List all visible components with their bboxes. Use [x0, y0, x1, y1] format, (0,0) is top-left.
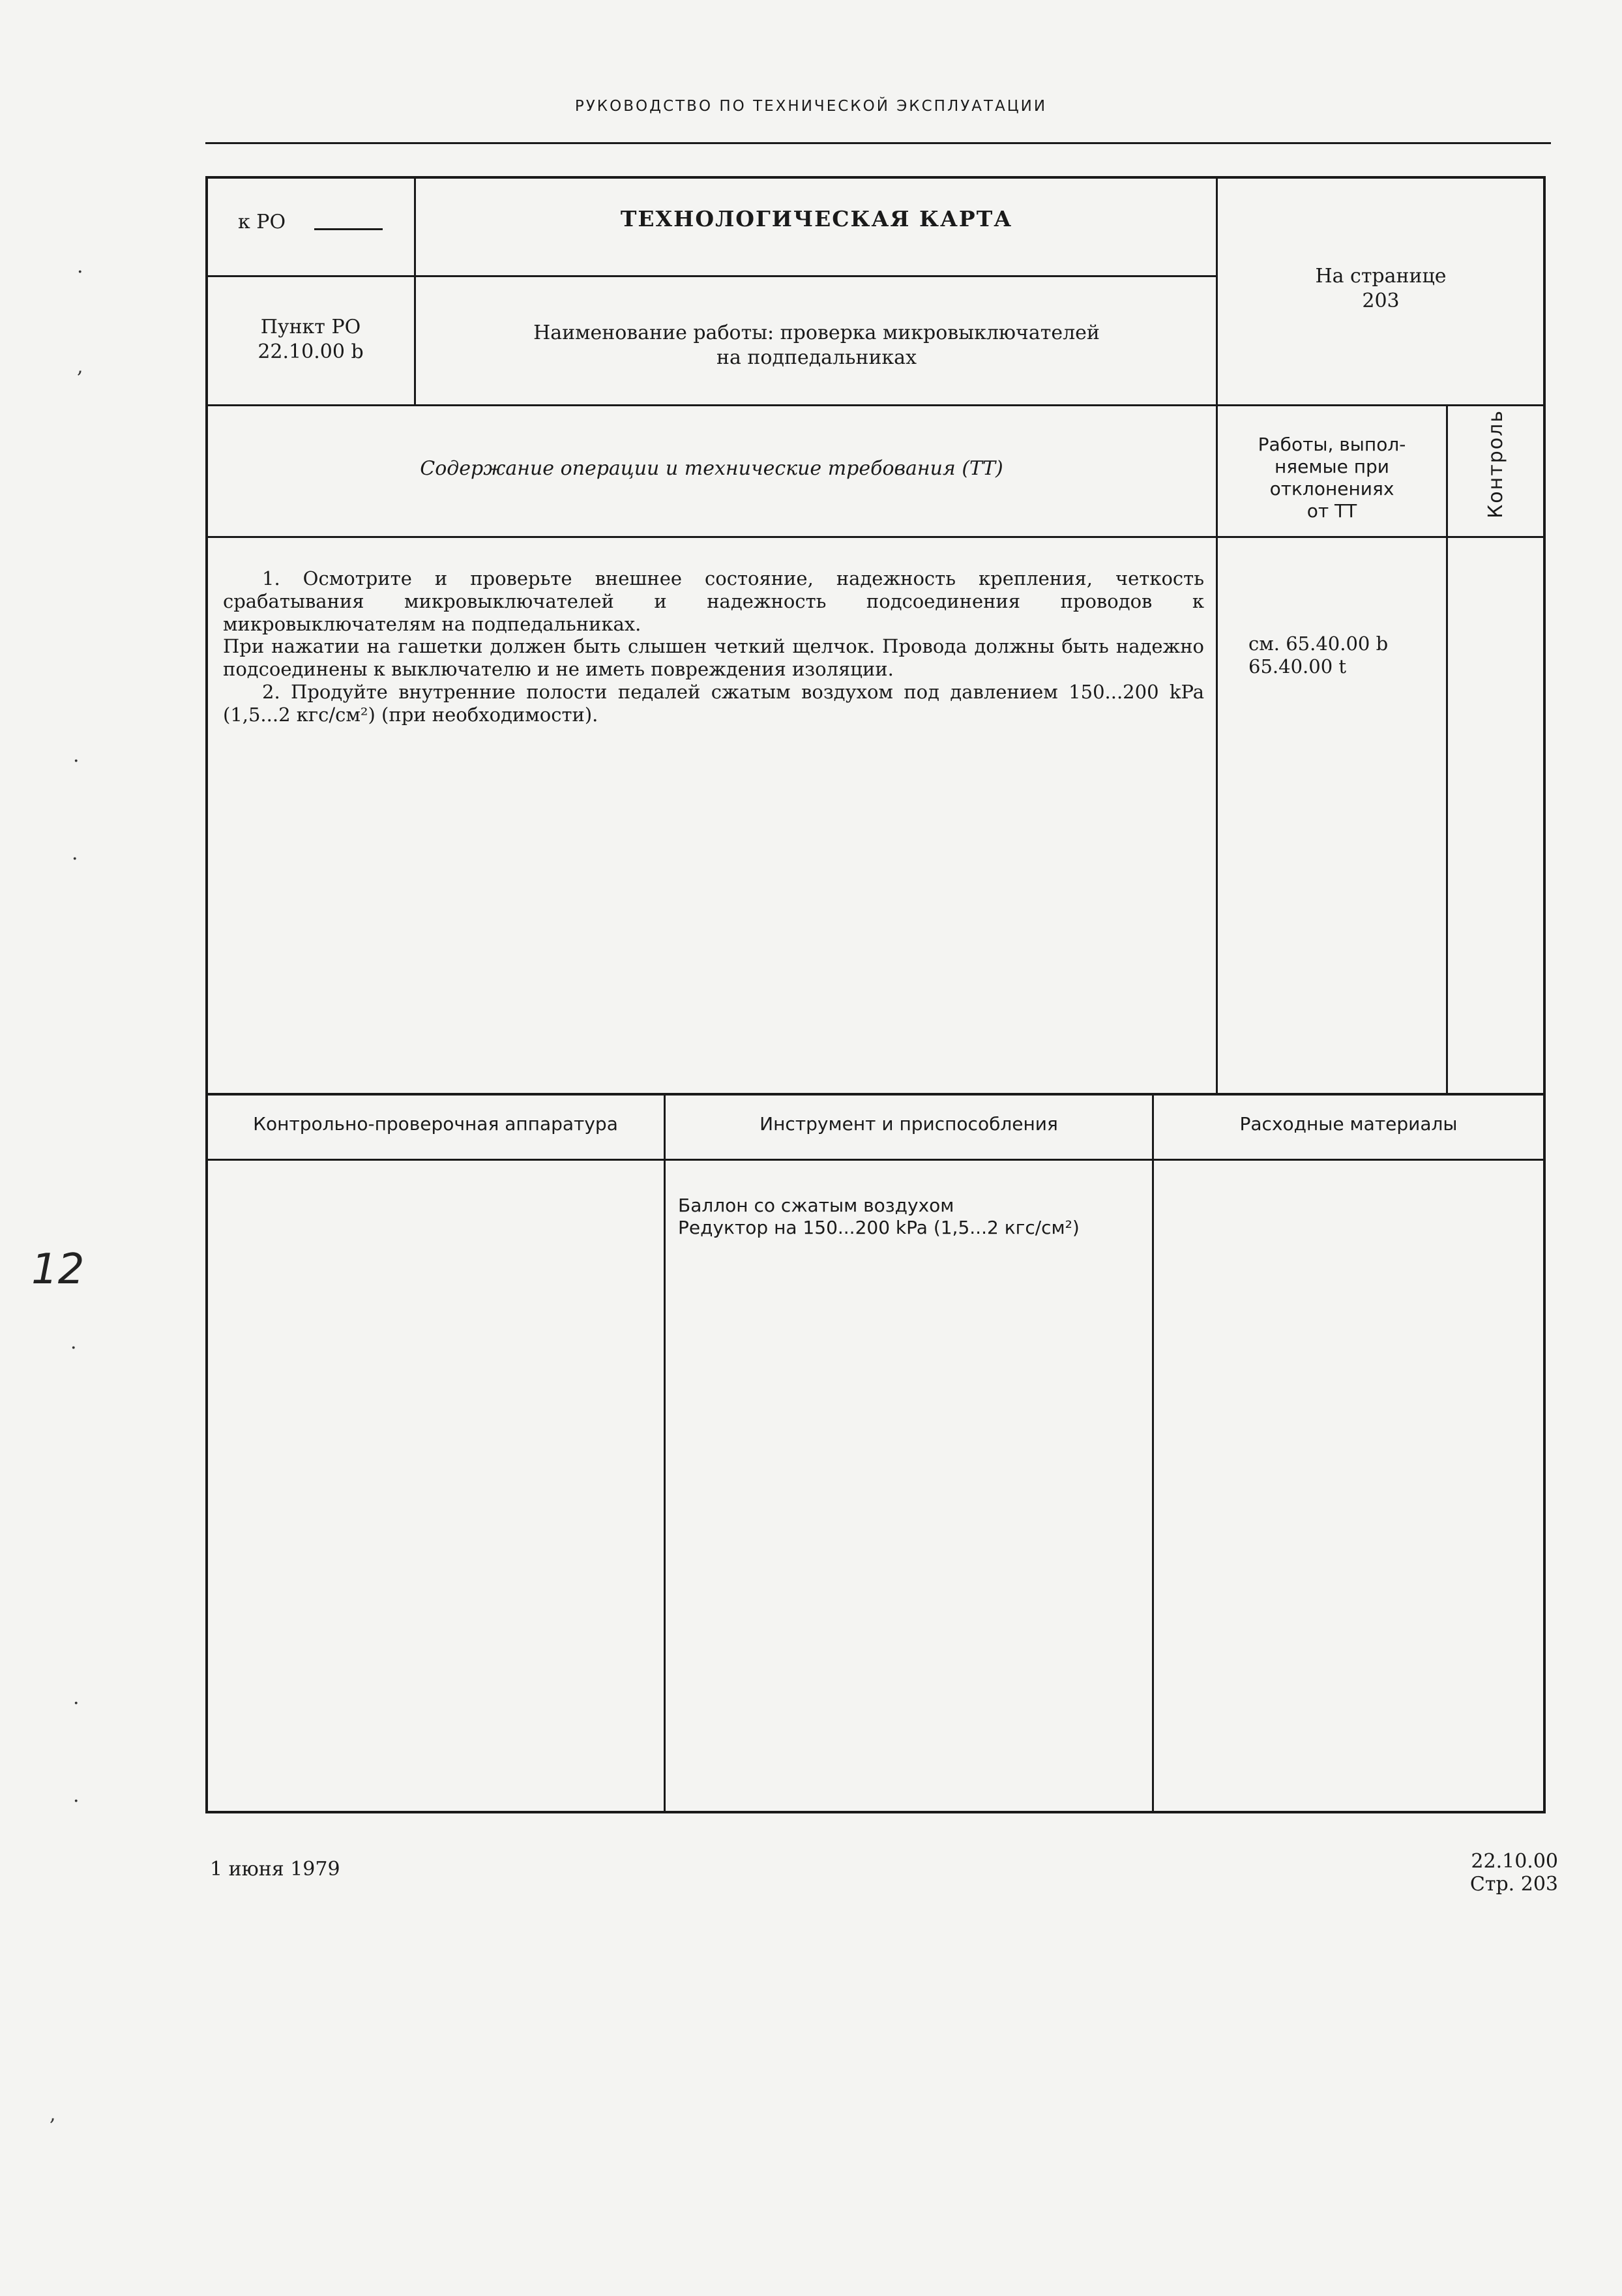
scan-speck: ·: [70, 1337, 77, 1360]
operation-1: 1. Осмотрите и проверьте внешнее состояние, надежность крепления, четкость срабатывания микровыключателей и надежность подсоединения проводов к микровыключателям на подпедальниках.: [223, 567, 1204, 635]
page-header-title: РУКОВОДСТВО ПО ТЕХНИЧЕСКОЙ ЭКСПЛУАТАЦИИ: [574, 98, 1048, 115]
deviation-ref-1: см. 65.40.00 b: [1248, 633, 1389, 655]
materials-header: Расходные материалы: [1239, 1113, 1458, 1135]
scan-speck: ·: [73, 750, 80, 773]
tools-header: Инструмент и приспособления: [759, 1113, 1058, 1135]
tool-item-2: Редуктор на 150...200 kPa (1,5...2 кгс/см²): [678, 1217, 1080, 1239]
handwritten-margin-note: 12: [31, 1245, 85, 1294]
equipment-header: Контрольно-проверочная аппаратура: [253, 1113, 618, 1135]
card-title: ТЕХНОЛОГИЧЕСКАЯ КАРТА: [620, 206, 1013, 231]
punkt-label: Пункт РО: [260, 316, 361, 338]
footer-section-code: 22.10.00: [1471, 1850, 1558, 1873]
punkt-value: 22.10.00 b: [258, 340, 364, 363]
k-ro-label: к РО: [238, 211, 286, 233]
punkt-ro: [207, 315, 414, 364]
scan-speck: ,: [50, 2103, 56, 2126]
deviation-column-header: Работы, выпол- няемые при отклонениях от ТТ: [1258, 434, 1406, 522]
page-reference: [1218, 264, 1544, 313]
scan-speck: ·: [77, 261, 83, 284]
page-label: На странице: [1315, 265, 1447, 288]
deviation-ref-2: 65.40.00 t: [1248, 655, 1347, 678]
header-rule: [205, 142, 1551, 144]
control-column-header: Контроль: [1484, 410, 1507, 518]
footer-code: [1395, 1851, 1558, 1896]
scan-speck: ,: [77, 355, 83, 378]
scan-speck: ·: [72, 848, 78, 871]
footer-date: 1 июня 1979: [210, 1858, 340, 1881]
tool-item-1: Баллон со сжатым воздухом: [678, 1195, 954, 1216]
tools-list: [678, 1195, 1080, 1239]
work-name-line1: Наименование работы: проверка микровыключателей: [533, 321, 1100, 344]
content-column-header: Содержание операции и технические требования (ТТ): [420, 457, 1003, 480]
footer-page: Стр. 203: [1469, 1872, 1558, 1896]
scan-speck: ·: [73, 1790, 80, 1813]
page-number: 203: [1362, 289, 1400, 312]
k-ro-blank-line: [314, 228, 383, 230]
operations-text: [223, 567, 1204, 726]
scan-speck: ·: [73, 1692, 80, 1715]
work-name: [417, 321, 1216, 370]
deviation-references: [1248, 633, 1388, 678]
work-name-line2: на подпедальниках: [716, 346, 917, 369]
operation-1-requirement: При нажатии на гашетки должен быть слышен четкий щелчок. Провода должны быть надежно подсоединены к выключателю и не иметь повреждения изоляции.: [223, 635, 1204, 681]
operation-2: 2. Продуйте внутренние полости педалей сжатым воздухом под давлением 150...200 kPa (1,5...2 кгс/см²) (при необходимости).: [223, 680, 1204, 726]
